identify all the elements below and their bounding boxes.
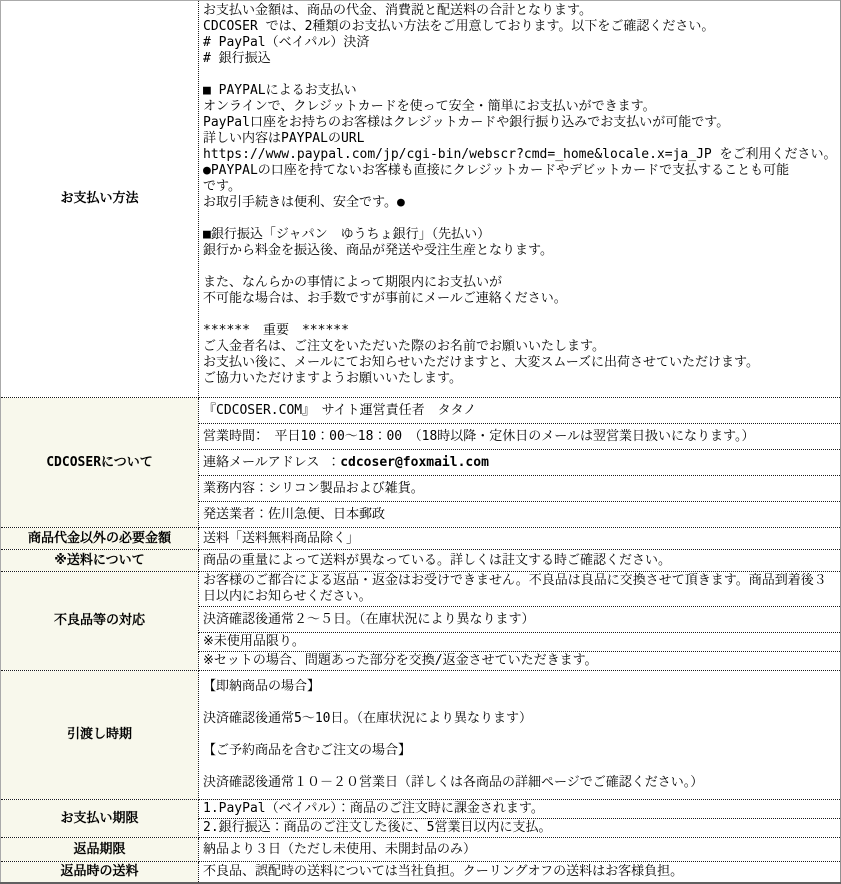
about-site-operator	[199, 398, 841, 424]
text-line: ****** 重要 ******	[203, 323, 349, 338]
text-line	[203, 307, 838, 323]
row-header-payment-deadline: お支払い期限	[1, 800, 199, 838]
text-line: 不可能な場合は、お手数ですが事前にメールご連絡ください。	[203, 291, 567, 306]
text-line	[203, 211, 838, 227]
text-line: 詳しい内容はPAYPALのURL	[203, 131, 365, 146]
text-line: 決済確認後通常１０－２０営業日（詳しくは各商品の詳細ページでご確認ください。）	[203, 775, 704, 790]
text-line: PayPal口座をお持ちのお客様はクレジットカードや銀行振り込みでお支払いが可能です。	[203, 115, 730, 130]
table-row	[1, 838, 841, 862]
contact-email-address: cdcoser@foxmail.com	[340, 454, 489, 470]
text-line	[203, 695, 838, 711]
text-line: # PayPal（ベイパル）決済	[203, 35, 370, 50]
row-header-shipping-fee: ※送料について	[1, 550, 199, 572]
text-line: ※未使用品限り。	[203, 634, 305, 649]
text-line: 商品の重量によって送料が異なっている。詳しくは註文する時ご確認ください。	[203, 552, 672, 568]
delivery-time-content	[199, 671, 841, 800]
defective-set-case	[199, 652, 841, 671]
text-line: 2.銀行振込：商品のご注文した後に、5営業日以内に支払。	[203, 820, 552, 835]
table-row	[1, 671, 841, 800]
text-line: ご協力いただけますようお願いいたします。	[203, 371, 462, 386]
text-line	[203, 727, 838, 743]
table-row	[1, 1, 841, 398]
contact-email-label: 連絡メールアドレス ：	[203, 454, 341, 470]
text-line: ■銀行振込「ジャパン ゆうちょ銀行」（先払い）	[203, 227, 491, 242]
text-line: 発送業者：佐川急便、日本郵政	[203, 506, 386, 522]
text-line	[203, 259, 838, 275]
text-line: ●PAYPALの口座を持てないお客様も直接にクレジットカードやデビットカードで支払することも可能	[203, 163, 790, 178]
text-line: ご入金者名は、ご注文をいただいた際のお名前でお願いいたします。	[203, 339, 605, 354]
text-line	[203, 759, 838, 775]
table-row	[1, 800, 841, 819]
text-line: 『CDCOSER.COM』 サイト運営責任者 タタノ	[203, 402, 477, 418]
about-business-description	[199, 476, 841, 502]
text-line: # 銀行振込	[203, 51, 271, 66]
payment-method-content	[199, 1, 841, 398]
text-line: 【ご予約商品を含むご注文の場合】	[203, 743, 412, 758]
text-line: 納品より３日（ただし未使用、未開封品のみ）	[203, 841, 477, 857]
payment-deadline-bank	[199, 819, 841, 838]
text-line: 1.PayPal（ベイパル）：商品のご注文時に課金されます。	[203, 801, 544, 816]
text-line	[203, 67, 838, 83]
table-row	[1, 528, 841, 550]
table-row	[1, 862, 841, 883]
text-line: 業務内容：シリコン製品および雑貨。	[203, 480, 424, 496]
defective-exchange-days	[199, 607, 841, 633]
text-line: https://www.paypal.com/jp/cgi-bin/webscr?cmd=_home&locale.x=ja_JP をご利用ください。	[203, 147, 837, 162]
row-header-return-shipping: 返品時の送料	[1, 862, 199, 883]
text-line: 送料「送料無料商品除く」	[203, 530, 360, 546]
payment-deadline-paypal	[199, 800, 841, 819]
row-header-delivery-time: 引渡し時期	[1, 671, 199, 800]
return-shipping-content	[199, 862, 841, 883]
text-line: ■ PAYPALによるお支払い	[203, 83, 357, 98]
about-business-hours	[199, 424, 841, 450]
text-line: オンラインで、クレジットカードを使って安全・簡単にお支払いができます。	[203, 99, 656, 114]
text-line: お客様のご都合による返品・返金はお受けできません。不良品は良品に交換させて頂きます。商品到着後３日以内にお知らせください。	[203, 573, 827, 604]
defective-return-policy	[199, 572, 841, 607]
row-header-payment-method: お支払い方法	[1, 1, 199, 398]
text-line: 不良品、誤配時の送料については当社負担。クーリングオフの送料はお客様負担。	[203, 863, 684, 879]
text-line: 決済確認後通常２～５日。（在庫状況により異なります）	[203, 611, 535, 627]
about-contact-email	[199, 450, 841, 476]
table-row	[1, 550, 841, 572]
text-line: お取引手続きは便利、安全です。●	[203, 195, 405, 210]
text-line: 決済確認後通常5～10日。（在庫状況により異なります）	[203, 711, 532, 726]
defective-unused-only	[199, 633, 841, 652]
row-header-defective-items: 不良品等の対応	[1, 572, 199, 671]
about-shipping-carriers	[199, 502, 841, 528]
table-row	[1, 398, 841, 424]
text-line: 営業時間： 平日10：00～18：00 （18時以降・定休日のメールは翌営業日扱いになります。）	[203, 428, 755, 444]
text-line: CDCOSER では、2種類のお支払い方法をご用意しております。以下をご確認ください。	[203, 19, 715, 34]
row-header-return-deadline: 返品期限	[1, 838, 199, 862]
row-header-about-cdcoser: CDCOSERについて	[1, 398, 199, 528]
text-line: です。	[203, 179, 241, 194]
extra-fees-content	[199, 528, 841, 550]
text-line: ※セットの場合、問題あった部分を交換/返金させていただきます。	[203, 653, 598, 668]
text-line: 銀行から料金を振込後、商品が発送や受注生産となります。	[203, 243, 553, 258]
text-line: お支払い後に、メールにてお知らせいただけますと、大変スムーズに出荷させていただけます。	[203, 355, 760, 370]
text-line: お支払い金額は、商品の代金、消費説と配送料の合計となります。	[203, 3, 592, 18]
text-line: 【即納商品の場合】	[203, 679, 321, 694]
text-line: また、なんらかの事情によって期限内にお支払いが	[203, 275, 503, 290]
shipping-fee-content	[199, 550, 841, 572]
return-deadline-content	[199, 838, 841, 862]
table-row	[1, 572, 841, 607]
row-header-extra-fees: 商品代金以外の必要金額	[1, 528, 199, 550]
